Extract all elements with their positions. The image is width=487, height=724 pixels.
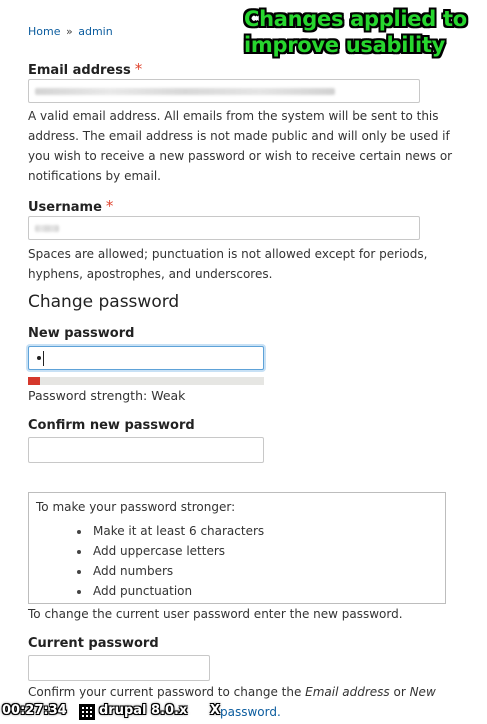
email-label (28, 60, 142, 78)
username-label (28, 197, 113, 215)
current-password-desc-new-ref: New (409, 685, 436, 699)
password-tips-list (73, 521, 264, 601)
current-password-desc-tail: password. (220, 705, 281, 719)
username-redacted-value (35, 225, 59, 232)
current-password-desc-mid: or (389, 685, 410, 699)
new-password-masked-char (37, 356, 41, 360)
username-description: Spaces are allowed; punctuation is not allowed except for periods, hyphens, apostrophes, and underscores. (28, 247, 428, 281)
breadcrumb-admin-link[interactable]: admin (78, 25, 113, 38)
password-tip-item: Add punctuation (73, 581, 264, 601)
text-caret (43, 351, 44, 366)
breadcrumb-home-link[interactable]: Home (28, 25, 61, 38)
current-password-field[interactable] (28, 655, 210, 681)
password-tip-item: Make it at least 6 characters (73, 521, 264, 541)
username-label-text: Username (28, 200, 102, 215)
password-strength-meter (28, 377, 264, 385)
recording-time: 00:27:34 (2, 703, 67, 718)
password-tip-item: Add uppercase letters (73, 541, 264, 561)
email-description: A valid email address. All emails from the system will be sent to this address. The email address is not made public and will only be used if you wish to receive a new password or wish to receive certain news or notifications by email. (28, 109, 453, 183)
password-tips-box (28, 492, 446, 604)
current-password-hint: To change the current user password enter the new password. (28, 607, 403, 621)
window-tab-title[interactable]: drupal 8.0.x (99, 703, 188, 718)
screen-recorder-bar (0, 700, 487, 724)
email-field[interactable] (28, 79, 420, 103)
close-icon[interactable]: X (210, 703, 221, 718)
username-required-marker: * (105, 197, 114, 215)
password-tips-title: To make your password stronger: (36, 500, 236, 514)
new-password-field[interactable] (28, 346, 264, 370)
password-tip-item: Add numbers (73, 561, 264, 581)
username-field[interactable] (28, 216, 420, 240)
new-password-label: New password (28, 326, 135, 341)
current-password-label: Current password (28, 636, 159, 651)
password-strength-text: Password strength: Weak (28, 388, 186, 403)
password-strength-fill (28, 377, 40, 385)
breadcrumb (28, 25, 113, 38)
confirm-password-label: Confirm new password (28, 418, 195, 433)
email-required-marker: * (134, 60, 143, 78)
qr-code-icon (79, 704, 95, 720)
current-password-desc-email-ref: Email address (305, 685, 390, 699)
change-password-heading: Change password (28, 292, 180, 312)
confirm-password-field[interactable] (28, 437, 264, 463)
current-password-desc-prefix: Confirm your current password to change the (28, 685, 306, 699)
annotation-line-1: Changes applied to (244, 7, 467, 31)
breadcrumb-separator: » (65, 25, 73, 38)
email-label-text: Email address (28, 63, 131, 78)
usability-annotation (244, 6, 482, 58)
email-redacted-value (35, 88, 335, 95)
annotation-line-2: improve usability (244, 33, 446, 57)
